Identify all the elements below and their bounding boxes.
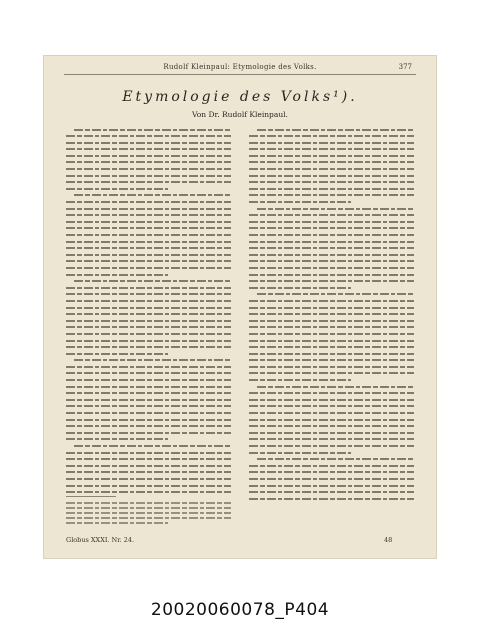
- article-title: Etymologie des Volks¹).: [122, 89, 358, 105]
- text-line: [66, 152, 231, 159]
- text-line: [249, 370, 414, 377]
- text-line: [66, 264, 231, 271]
- text-line: [66, 205, 231, 212]
- text-line: [66, 456, 231, 463]
- text-line: [249, 185, 414, 192]
- text-line: [249, 443, 414, 450]
- text-line: [66, 330, 231, 337]
- text-line: [249, 278, 414, 285]
- text-line: [66, 311, 231, 318]
- text-line: [66, 377, 231, 384]
- text-line: [66, 390, 231, 397]
- text-line: [66, 317, 231, 324]
- text-line: [249, 377, 414, 384]
- text-line: [66, 126, 231, 133]
- text-line: [249, 390, 414, 397]
- text-line: [66, 304, 231, 311]
- text-line: [249, 469, 414, 476]
- text-line: [249, 304, 414, 311]
- text-line: [249, 264, 414, 271]
- text-line: [249, 192, 414, 199]
- running-head-title: Rudolf Kleinpaul: Etymologie des Volks.: [163, 63, 317, 71]
- text-line: [249, 152, 414, 159]
- text-line: [249, 126, 414, 133]
- text-line: [66, 416, 231, 423]
- page-number: 377: [398, 63, 412, 71]
- text-line: [249, 179, 414, 186]
- footnote: [66, 500, 231, 525]
- text-line: [249, 258, 414, 265]
- text-line: [249, 271, 414, 278]
- text-line: [66, 423, 231, 430]
- text-line: [66, 469, 231, 476]
- text-line: [249, 337, 414, 344]
- text-line: [249, 284, 414, 291]
- text-line: [249, 403, 414, 410]
- text-line: [249, 383, 414, 390]
- text-line: [66, 245, 231, 252]
- text-line: [66, 489, 231, 496]
- text-line: [249, 199, 414, 206]
- text-line: [249, 429, 414, 436]
- text-line: [249, 297, 414, 304]
- text-line: [249, 456, 414, 463]
- running-head: [44, 63, 436, 73]
- text-line: [66, 357, 231, 364]
- text-line: [249, 462, 414, 469]
- text-line: [249, 172, 414, 179]
- text-line: [66, 192, 231, 199]
- text-line: [66, 350, 231, 357]
- text-line: [66, 284, 231, 291]
- text-line: [66, 199, 231, 206]
- text-line: [66, 133, 231, 140]
- text-line: [249, 436, 414, 443]
- text-line: [66, 449, 231, 456]
- text-line: [66, 324, 231, 331]
- text-line: [249, 317, 414, 324]
- text-line: [249, 350, 414, 357]
- text-line: [66, 146, 231, 153]
- text-line: [66, 232, 231, 239]
- text-line: [249, 245, 414, 252]
- text-line: [249, 139, 414, 146]
- text-line: [66, 179, 231, 186]
- text-line: [249, 344, 414, 351]
- text-line: [66, 291, 231, 298]
- scanned-page: [44, 56, 436, 558]
- text-line: [66, 278, 231, 285]
- text-line: [66, 337, 231, 344]
- text-line: [249, 324, 414, 331]
- text-line: [66, 363, 231, 370]
- text-column-left: [66, 126, 231, 506]
- text-line: [249, 218, 414, 225]
- text-line: [66, 185, 231, 192]
- text-line: [249, 205, 414, 212]
- text-line: [66, 212, 231, 219]
- text-line: [249, 330, 414, 337]
- signature-mark: 48: [384, 536, 393, 544]
- text-line: [66, 443, 231, 450]
- text-line: [249, 489, 414, 496]
- header-rule: [64, 74, 416, 75]
- text-line: [249, 166, 414, 173]
- text-line: [249, 363, 414, 370]
- text-line: [66, 166, 231, 173]
- journal-reference: Globus XXXI. Nr. 24.: [66, 536, 135, 544]
- text-line: [66, 462, 231, 469]
- text-line: [66, 482, 231, 489]
- text-line: [66, 475, 231, 482]
- text-line: [66, 403, 231, 410]
- text-line: [66, 436, 231, 443]
- text-line: [249, 423, 414, 430]
- text-line: [249, 410, 414, 417]
- text-line: [66, 238, 231, 245]
- text-line: [66, 520, 231, 525]
- footnote-rule: [66, 496, 116, 497]
- text-line: [249, 212, 414, 219]
- text-line: [66, 271, 231, 278]
- text-line: [249, 449, 414, 456]
- text-line: [66, 139, 231, 146]
- text-line: [249, 482, 414, 489]
- image-caption: 20020060078_P404: [150, 600, 330, 620]
- text-line: [249, 291, 414, 298]
- text-line: [66, 370, 231, 377]
- text-line: [66, 297, 231, 304]
- text-line: [66, 396, 231, 403]
- text-line: [66, 218, 231, 225]
- text-line: [66, 251, 231, 258]
- text-line: [249, 238, 414, 245]
- text-line: [66, 383, 231, 390]
- text-line: [249, 225, 414, 232]
- text-line: [249, 357, 414, 364]
- text-line: [249, 475, 414, 482]
- text-line: [249, 232, 414, 239]
- text-line: [66, 410, 231, 417]
- text-line: [249, 133, 414, 140]
- text-column-right: [249, 126, 414, 506]
- text-line: [249, 416, 414, 423]
- byline: Von Dr. Rudolf Kleinpaul.: [192, 110, 288, 119]
- text-line: [249, 251, 414, 258]
- text-line: [249, 396, 414, 403]
- text-line: [249, 311, 414, 318]
- text-line: [66, 172, 231, 179]
- text-line: [66, 159, 231, 166]
- text-line: [66, 258, 231, 265]
- text-line: [249, 159, 414, 166]
- text-line: [66, 225, 231, 232]
- text-line: [249, 495, 414, 502]
- text-line: [66, 429, 231, 436]
- text-line: [66, 344, 231, 351]
- text-line: [249, 146, 414, 153]
